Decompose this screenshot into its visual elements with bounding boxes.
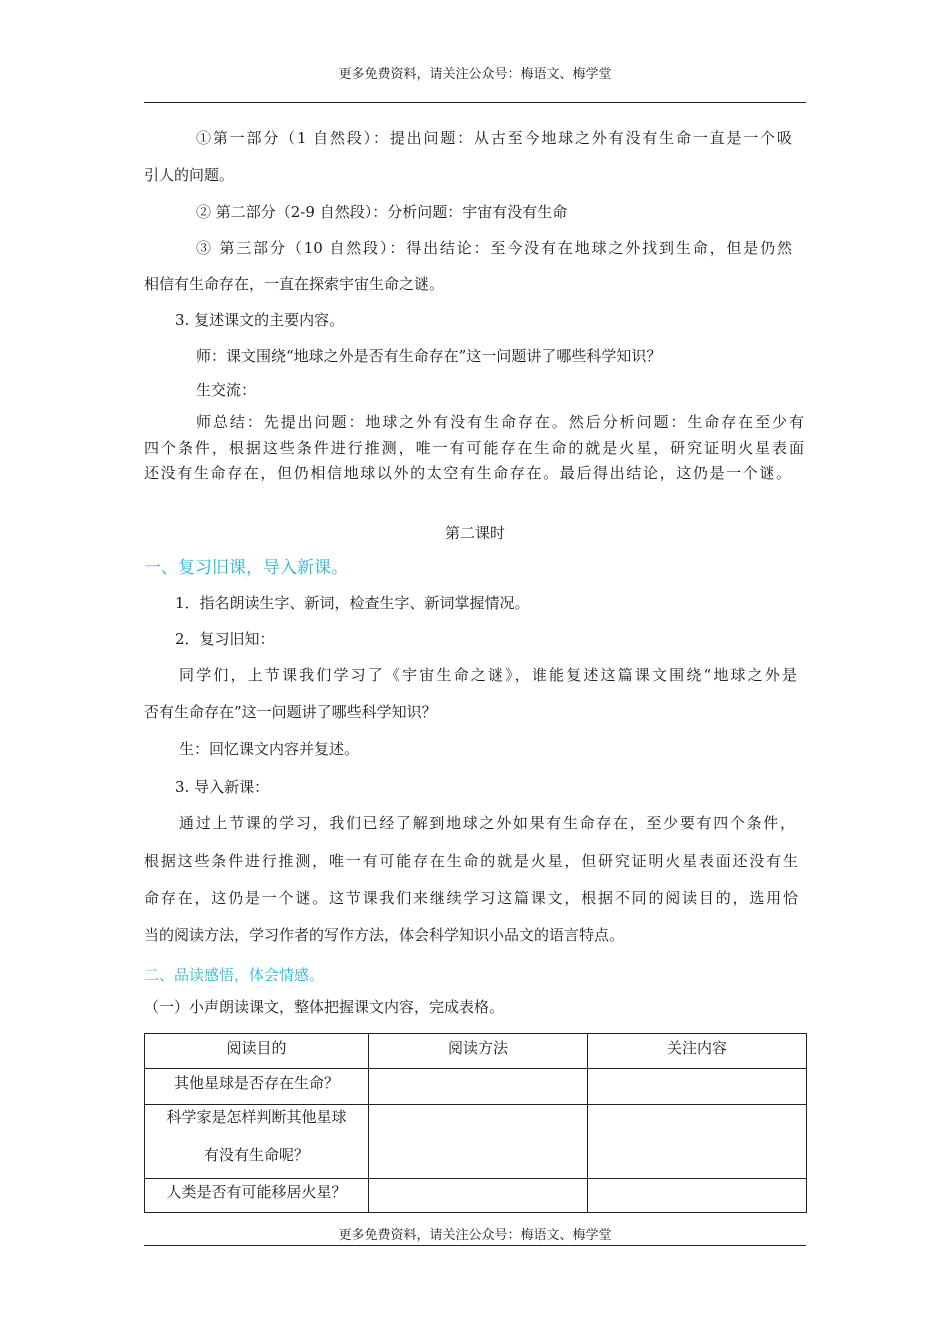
row2-purpose-line2: 有没有生命呢？ (203, 1146, 309, 1164)
header-method: 阅读方法 (369, 1034, 588, 1069)
row1-purpose: 其他星球是否存在生命？ (145, 1069, 369, 1105)
row2-purpose-line1: 科学家是怎样判断其他星球 (166, 1108, 347, 1126)
section2-heading: 二、品读感悟，体会情感。 (144, 966, 325, 984)
footer-rule (144, 1245, 806, 1246)
row1-method[interactable] (369, 1069, 588, 1105)
page-header: 更多免费资料，请关注公众号：梅语文、梅学堂 (338, 67, 612, 82)
header-purpose: 阅读目的 (145, 1034, 369, 1069)
table-header-row (145, 1034, 807, 1069)
row2-focus[interactable] (588, 1105, 807, 1179)
intro-line4: 当的阅读方法，学习作者的写作方法，体会科学知识小品文的语言特点。 (144, 926, 625, 944)
row3-purpose: 人类是否有可能移居火星？ (145, 1179, 369, 1213)
part2-line: ② 第二部分（2-9 自然段）：分析问题：宇宙有没有生命 (196, 203, 568, 221)
lesson2-title: 第二课时 (444, 524, 505, 542)
intro-line1: 通过上节课的学习，我们已经了解到地球之外如果有生命存在，至少要有四个条件， (179, 814, 795, 832)
item1-read-words: 1．指名朗读生字、新词，检查生字、新词掌握情况。 (175, 594, 530, 612)
header-focus: 关注内容 (588, 1034, 807, 1069)
row3-focus[interactable] (588, 1179, 807, 1213)
teacher-summary-line2: 四个条件，根据这些条件进行推测，唯一有可能存在生命的就是火星，研究证明火星表面 (144, 439, 804, 457)
table-row (145, 1179, 807, 1213)
page-footer: 更多免费资料，请关注公众号：梅语文、梅学堂 (338, 1228, 612, 1243)
teacher-summary-line3: 还没有生命存在，但仍相信地球以外的太空有生命存在。最后得出结论，这仍是一个谜。 (144, 464, 791, 482)
item3-intro: 3. 导入新课： (175, 778, 270, 796)
intro-line3: 命存在，这仍是一个谜。这节课我们来继续学习这篇课文，根据不同的阅读目的，选用恰 (144, 889, 798, 907)
review-line2: 否有生命存在”这一问题讲了哪些科学知识？ (144, 703, 437, 721)
item2-review: 2．复习旧知： (175, 630, 275, 648)
part3-line2: 相信有生命存在，一直在探索宇宙生命之谜。 (144, 275, 445, 293)
student-exchange: 生交流： (196, 381, 257, 399)
teacher-summary-line1: 师总结：先提出问题：地球之外有没有生命存在。然后分析问题：生命存在至少有 (196, 413, 804, 431)
intro-line2: 根据这些条件进行推测，唯一有可能存在生命的就是火星，但研究证明火星表面还没有生 (144, 852, 798, 870)
reading-table (144, 1033, 807, 1213)
part3-line1: ③ 第三部分（10 自然段）：得出结论：至今没有在地球之外找到生命，但是仍然 (196, 239, 792, 257)
table-row (145, 1069, 807, 1105)
table-row (145, 1105, 807, 1179)
section1-heading: 一、复习旧课，导入新课。 (144, 558, 348, 578)
subsection1: （一）小声朗读课文，整体把握课文内容，完成表格。 (144, 998, 505, 1016)
row3-method[interactable] (369, 1179, 588, 1213)
step3-retell: 3. 复述课文的主要内容。 (175, 311, 345, 329)
header-rule (144, 102, 806, 103)
row2-purpose (145, 1105, 369, 1179)
review-line1: 同学们，上节课我们学习了《宇宙生命之谜》，谁能复述这篇课文围绕“地球之外是 (179, 666, 797, 684)
part1-line2: 引人的问题。 (144, 166, 235, 184)
part1-line1: ①第一部分（1 自然段）：提出问题：从古至今地球之外有没有生命一直是一个吸 (196, 129, 792, 147)
student-answer: 生：回忆课文内容并复述。 (179, 740, 360, 758)
teacher-question: 师：课文围绕“地球之外是否有生命存在”这一问题讲了哪些科学知识？ (196, 347, 662, 365)
row2-method[interactable] (369, 1105, 588, 1179)
row1-focus[interactable] (588, 1069, 807, 1105)
